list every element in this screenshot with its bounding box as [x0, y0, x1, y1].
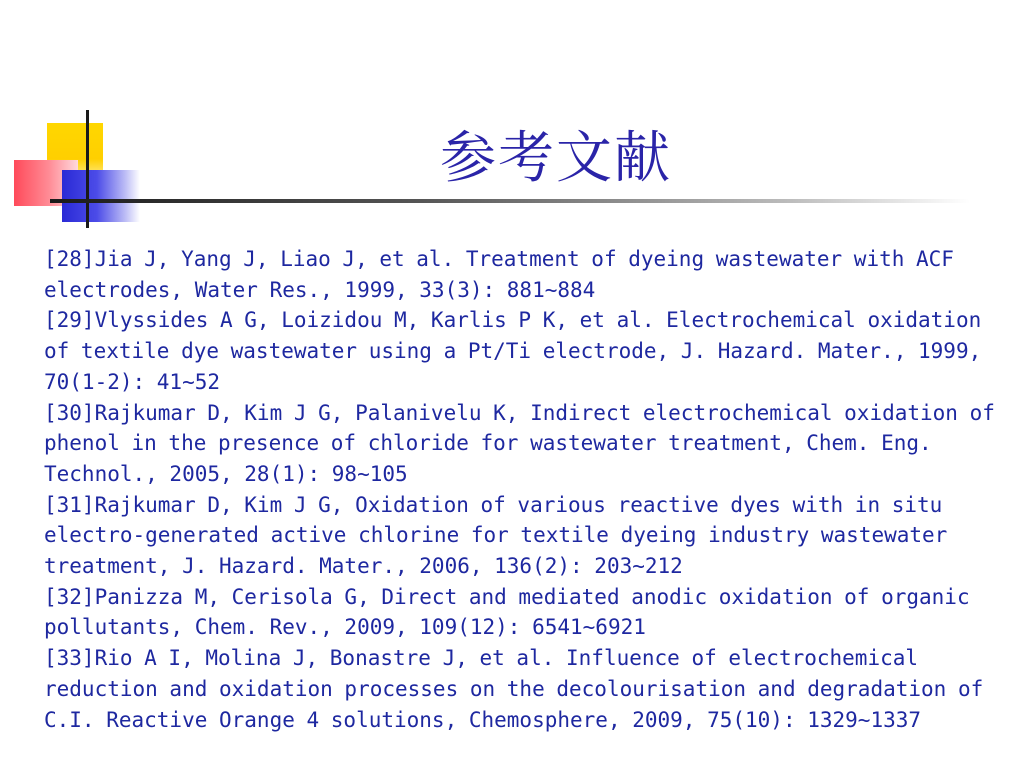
- reference-item: [33]Rio A I, Molina J, Bonastre J, et al. Influence of electrochemical reduction and oxidation processes on the decolourisation and degradation of C.I. Reactive Orange 4 solutions, Chemosphere, 2009, 75(10): 1329~1337: [44, 646, 984, 732]
- horizontal-rule: [50, 199, 970, 203]
- reference-item: [28]Jia J, Yang J, Liao J, et al. Treatment of dyeing wastewater with ACF electrodes, Water Res., 1999, 33(3): 881~884: [44, 247, 954, 302]
- reference-item: [30]Rajkumar D, Kim J G, Palanivelu K, Indirect electrochemical oxidation of phenol in the presence of chloride for wastewater treatment, Chem. Eng. Technol., 2005, 28(1): 98~105: [44, 400, 995, 486]
- reference-item: [29]Vlyssides A G, Loizidou M, Karlis P K, et al. Electrochemical oxidation of textile dye wastewater using a Pt/Ti electrode, J. Hazard. Mater., 1999, 70(1-2): 41~52: [44, 308, 982, 394]
- reference-item: [32]Panizza M, Cerisola G, Direct and mediated anodic oxidation of organic pollutants, Chem. Rev., 2009, 109(12): 6541~6921: [44, 584, 970, 640]
- reference-item: [31]Rajkumar D, Kim J G, Oxidation of various reactive dyes with in situ electro-generated active chlorine for textile dyeing industry wastewater treatment, J. Hazard. Mater., 2006, 136(2): 203~212: [44, 492, 948, 579]
- blue-square-decoration: [62, 170, 140, 222]
- page-title: 参考文献: [440, 126, 672, 191]
- slide-decoration: [0, 0, 160, 240]
- vertical-rule: [86, 110, 89, 228]
- reference-list: [44, 244, 1004, 735]
